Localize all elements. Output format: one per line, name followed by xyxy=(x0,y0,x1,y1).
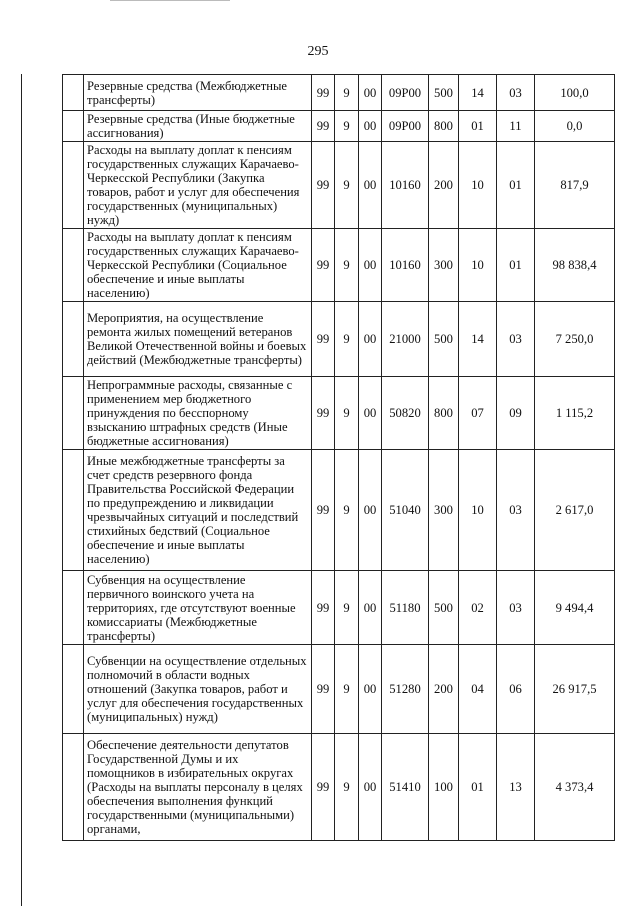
cell-subprogram: 9 xyxy=(335,229,359,302)
cell-subprogram: 9 xyxy=(335,571,359,645)
cell-subsection: 11 xyxy=(497,111,535,142)
cell-direction: 09Р00 xyxy=(382,111,429,142)
cell-main-event: 00 xyxy=(359,734,382,841)
cell-subsection: 01 xyxy=(497,229,535,302)
cell-main-event: 00 xyxy=(359,302,382,377)
table-body xyxy=(63,75,615,841)
cell-section: 14 xyxy=(459,75,497,111)
cell-expense-name: Обеспечение деятельности депутатов Государственной Думы и их помощников в избирательных округах (Расходы на выплаты персоналу в целях обеспечения выполнения функций государственными (муниципальными) органами, xyxy=(84,734,312,841)
cell-subsection: 09 xyxy=(497,377,535,450)
cell-expense-name: Резервные средства (Межбюджетные трансферты) xyxy=(84,75,312,111)
cell-expense-name: Расходы на выплату доплат к пенсиям государственных служащих Карачаево-Черкесской Республики (Социальное обеспечение и иные выплаты населению) xyxy=(84,229,312,302)
cell-program: 99 xyxy=(312,75,335,111)
cell-expense-name: Иные межбюджетные трансферты за счет средств резервного фонда Правительства Российской Федерации по предупреждению и ликвидации чрезвычайных ситуаций и последствий стихийных бедствий (Социальное обеспечение и иные выплаты населению) xyxy=(84,450,312,571)
scan-mark xyxy=(110,0,230,1)
cell-blank xyxy=(63,571,84,645)
cell-amount: 4 373,4 xyxy=(535,734,615,841)
cell-expense-type: 500 xyxy=(429,571,459,645)
cell-direction: 51280 xyxy=(382,645,429,734)
cell-amount: 100,0 xyxy=(535,75,615,111)
cell-section: 14 xyxy=(459,302,497,377)
cell-program: 99 xyxy=(312,450,335,571)
table-row xyxy=(63,734,615,841)
cell-expense-type: 500 xyxy=(429,302,459,377)
cell-expense-type: 300 xyxy=(429,229,459,302)
cell-amount: 2 617,0 xyxy=(535,450,615,571)
page-margin-rule xyxy=(21,74,22,906)
cell-section: 01 xyxy=(459,111,497,142)
cell-subprogram: 9 xyxy=(335,377,359,450)
table-row xyxy=(63,229,615,302)
cell-program: 99 xyxy=(312,734,335,841)
cell-blank xyxy=(63,142,84,229)
cell-main-event: 00 xyxy=(359,645,382,734)
cell-amount: 1 115,2 xyxy=(535,377,615,450)
cell-program: 99 xyxy=(312,229,335,302)
cell-amount: 26 917,5 xyxy=(535,645,615,734)
cell-main-event: 00 xyxy=(359,450,382,571)
cell-direction: 50820 xyxy=(382,377,429,450)
cell-subprogram: 9 xyxy=(335,734,359,841)
cell-subsection: 03 xyxy=(497,302,535,377)
cell-program: 99 xyxy=(312,111,335,142)
cell-expense-name: Субвенции на осуществление отдельных полномочий в области водных отношений (Закупка товаров, работ и услуг для обеспечения государственных (муниципальных) нужд) xyxy=(84,645,312,734)
cell-section: 10 xyxy=(459,142,497,229)
cell-program: 99 xyxy=(312,142,335,229)
table-row xyxy=(63,450,615,571)
cell-subsection: 03 xyxy=(497,450,535,571)
cell-blank xyxy=(63,229,84,302)
cell-expense-type: 300 xyxy=(429,450,459,571)
cell-section: 01 xyxy=(459,734,497,841)
cell-amount: 817,9 xyxy=(535,142,615,229)
cell-amount: 98 838,4 xyxy=(535,229,615,302)
budget-table xyxy=(62,74,615,841)
cell-blank xyxy=(63,75,84,111)
cell-direction: 51410 xyxy=(382,734,429,841)
table-row xyxy=(63,111,615,142)
cell-subprogram: 9 xyxy=(335,302,359,377)
cell-main-event: 00 xyxy=(359,571,382,645)
cell-subsection: 01 xyxy=(497,142,535,229)
cell-direction: 10160 xyxy=(382,142,429,229)
cell-main-event: 00 xyxy=(359,377,382,450)
table-row xyxy=(63,377,615,450)
cell-subprogram: 9 xyxy=(335,645,359,734)
cell-expense-type: 200 xyxy=(429,645,459,734)
cell-section: 02 xyxy=(459,571,497,645)
cell-direction: 21000 xyxy=(382,302,429,377)
cell-expense-name: Мероприятия, на осуществление ремонта жилых помещений ветеранов Великой Отечественной войны и боевых действий (Межбюджетные трансферты) xyxy=(84,302,312,377)
table-row xyxy=(63,571,615,645)
cell-section: 10 xyxy=(459,450,497,571)
cell-expense-name: Расходы на выплату доплат к пенсиям государственных служащих Карачаево-Черкесской Республики (Закупка товаров, работ и услуг для обеспечения государственных (муниципальных) нужд) xyxy=(84,142,312,229)
cell-section: 07 xyxy=(459,377,497,450)
cell-subprogram: 9 xyxy=(335,142,359,229)
cell-subprogram: 9 xyxy=(335,111,359,142)
cell-expense-type: 100 xyxy=(429,734,459,841)
cell-amount: 0,0 xyxy=(535,111,615,142)
cell-blank xyxy=(63,734,84,841)
cell-expense-type: 800 xyxy=(429,111,459,142)
table-row xyxy=(63,75,615,111)
cell-blank xyxy=(63,302,84,377)
cell-subsection: 06 xyxy=(497,645,535,734)
cell-program: 99 xyxy=(312,377,335,450)
table-row xyxy=(63,142,615,229)
cell-direction: 09Р00 xyxy=(382,75,429,111)
cell-program: 99 xyxy=(312,302,335,377)
cell-main-event: 00 xyxy=(359,142,382,229)
cell-expense-name: Резервные средства (Иные бюджетные ассигнования) xyxy=(84,111,312,142)
cell-main-event: 00 xyxy=(359,75,382,111)
cell-expense-name: Непрограммные расходы, связанные с применением мер бюджетного принуждения по бесспорному взысканию штрафных средств (Иные бюджетные ассигнования) xyxy=(84,377,312,450)
cell-program: 99 xyxy=(312,571,335,645)
cell-subsection: 03 xyxy=(497,571,535,645)
cell-subprogram: 9 xyxy=(335,450,359,571)
cell-main-event: 00 xyxy=(359,229,382,302)
cell-subsection: 03 xyxy=(497,75,535,111)
table-row xyxy=(63,302,615,377)
cell-expense-type: 200 xyxy=(429,142,459,229)
cell-direction: 51040 xyxy=(382,450,429,571)
cell-subsection: 13 xyxy=(497,734,535,841)
cell-direction: 10160 xyxy=(382,229,429,302)
cell-blank xyxy=(63,111,84,142)
cell-program: 99 xyxy=(312,645,335,734)
cell-blank xyxy=(63,645,84,734)
cell-blank xyxy=(63,450,84,571)
cell-blank xyxy=(63,377,84,450)
cell-amount: 7 250,0 xyxy=(535,302,615,377)
cell-direction: 51180 xyxy=(382,571,429,645)
page-number: 295 xyxy=(307,44,329,59)
cell-expense-name: Субвенция на осуществление первичного воинского учета на территориях, где отсутствуют военные комиссариаты (Межбюджетные трансферты) xyxy=(84,571,312,645)
cell-main-event: 00 xyxy=(359,111,382,142)
cell-expense-type: 800 xyxy=(429,377,459,450)
cell-section: 04 xyxy=(459,645,497,734)
cell-expense-type: 500 xyxy=(429,75,459,111)
table-row xyxy=(63,645,615,734)
cell-subprogram: 9 xyxy=(335,75,359,111)
cell-amount: 9 494,4 xyxy=(535,571,615,645)
cell-section: 10 xyxy=(459,229,497,302)
